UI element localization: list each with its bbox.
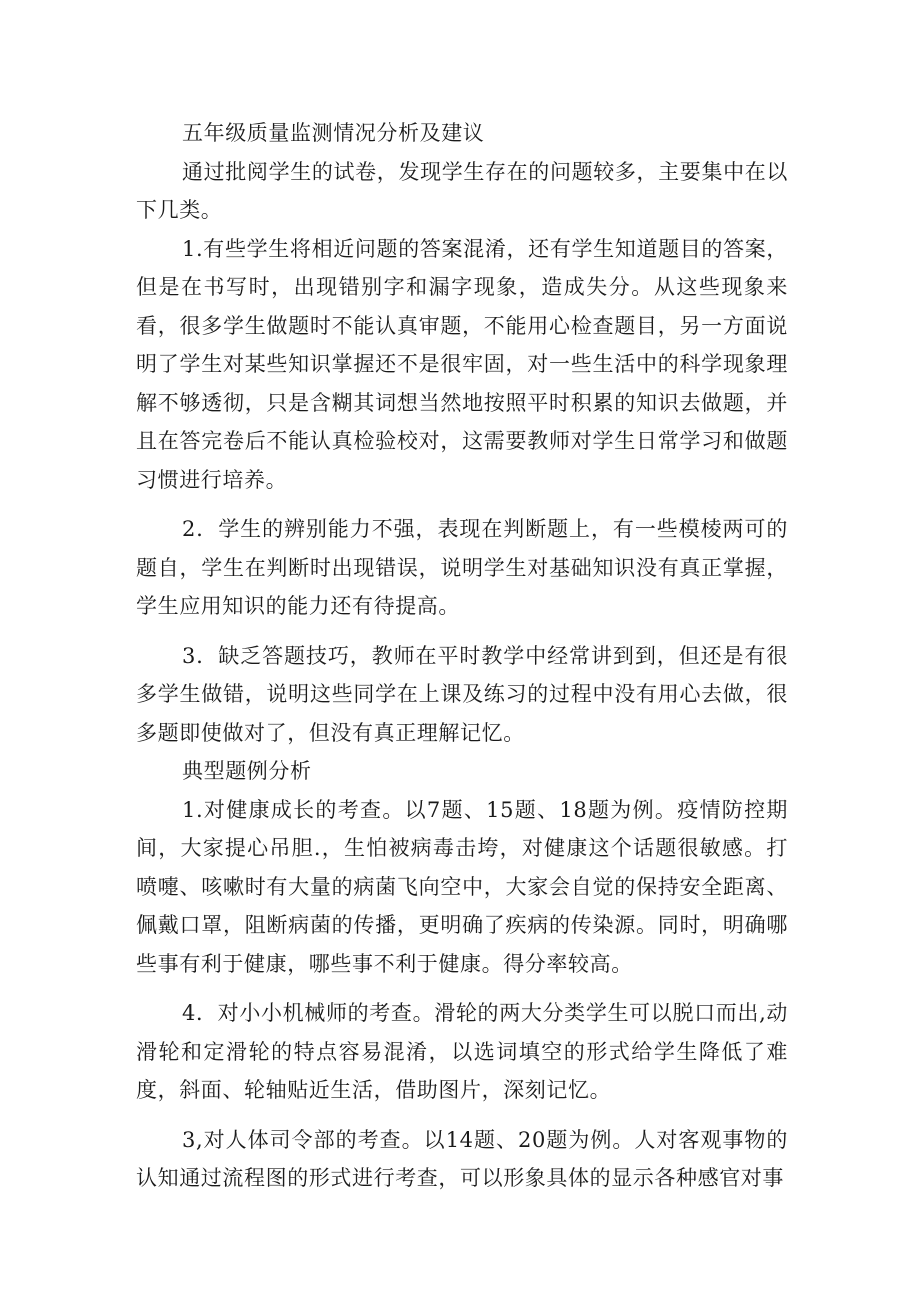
problem-paragraph-1: 1.有些学生将相近问题的答案混淆，还有学生知道题目的答案，但是在书写时，出现错别字和漏字现象，造成失分。从这些现象来看，很多学生做题时不能认真审题，不能用心检查题目，另一方面说明了学生对某些知识掌握还不是很牢固，对一些生活中的科学现象理解不够透彻，只是含糊其词想当然地按照平时积累的知识去做题，并且在答完卷后不能认真检验校对，这需要教师对学生日常学习和做题习惯进行培养。 bbox=[136, 236, 788, 492]
example-paragraph-1: 1.对健康成长的考查。以7题、15题、18题为例。疫情防控期间，大家提心吊胆.，生怕被病毒击垮，对健康这个话题很敏感。打喷嚏、咳嗽时有大量的病菌飞向空中，大家会自觉的保持安全距离、佩戴口罩，阻断病菌的传播，更明确了疾病的传染源。同时，明确哪些事有利于健康，哪些事不利于健康。得分率较高。 bbox=[136, 797, 788, 976]
document-title: 五年级质量监测情况分析及建议 bbox=[182, 121, 485, 145]
example-paragraph-2: 4．对小小机械师的考查。滑轮的两大分类学生可以脱口而出,动滑轮和定滑轮的特点容易混淆，以选词填空的形式给学生降低了难度，斜面、轮轴贴近生活，借助图片，深刻记忆。 bbox=[136, 1001, 788, 1102]
problem-paragraph-3: 3．缺乏答题技巧，教师在平时教学中经常讲到到，但还是有很多学生做错，说明这些同学在上课及练习的过程中没有用心去做，很多题即使做对了，但没有真正理解记忆。 bbox=[136, 643, 788, 745]
section-heading: 典型题例分析 bbox=[182, 759, 312, 783]
document-body bbox=[136, 114, 788, 1198]
intro-paragraph: 通过批阅学生的试卷，发现学生存在的问题较多，主要集中在以下几类。 bbox=[136, 159, 788, 222]
example-paragraph-3: 3,对人体司令部的考查。以14题、20题为例。人对客观事物的认知通过流程图的形式进行考查，可以形象具体的显示各种感官对事 bbox=[136, 1127, 788, 1190]
problem-paragraph-2: 2．学生的辨别能力不强，表现在判断题上，有一些模棱两可的题自，学生在判断时出现错误，说明学生对基础知识没有真正掌握，学生应用知识的能力还有待提高。 bbox=[136, 517, 788, 618]
